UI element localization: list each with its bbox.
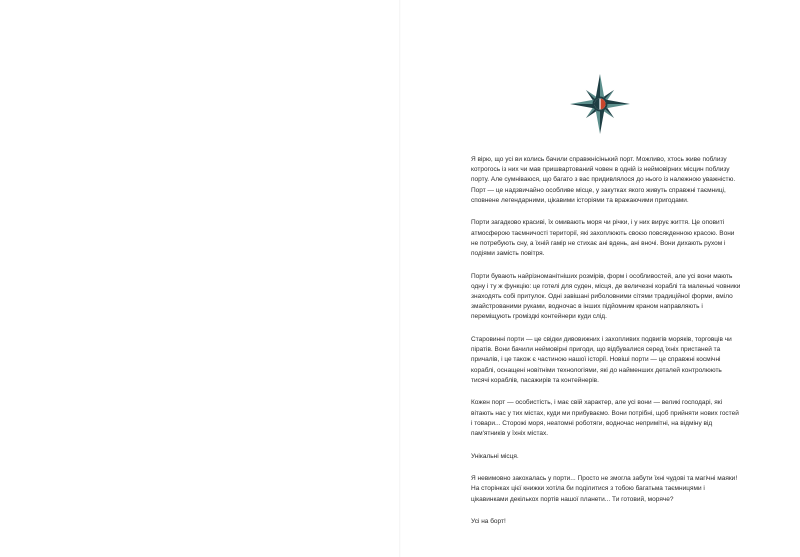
compass-rose-icon [569, 73, 631, 135]
paragraph: Кожен порт — особистість, і має свій характер, але усі вони — великі господарі, які вітають нас у тих містах, куди ми прибуваємо. Вони потрібні, щоб прийняти нових гостей і товари... Сторожі моря, неатомні роботяги, водночас непримітні, на відміну від пам'ятників у їхніх містах. [471, 399, 739, 438]
paragraph: Усі на борт! [471, 518, 506, 526]
paragraph: Старовинні порти — це свідки дивовижних і захопливих подвигів моряків, торговців чи піратів. Вони бачили неймовірні пригоди, що відбувалися серед їхніх пристаней та причалів, і це також є частиною нашої історії. Новіші порти — це справжні космічні кораблі, оснащені новітніми технологіями, які до найменших деталей контролюють тисячі кораблів, пасажирів та контейнерів. [471, 336, 732, 384]
paragraph: Порти бувають найрізноманітніших розмірів, форм і особливостей, але усі вони мають одну і ту ж функцію: це готелі для суден, місця, де величезні кораблі та маленькі човники знаходять собі притулок. Одні завішані риболовними сітями традиційної форми, вміло змайстрованими руками, водночас в інших підйомним краном направляють і переміщують громіздкі контейнери куди слід. [471, 272, 741, 321]
paragraph: Я вірю, що усі ви колись бачили справжнісінький порт. Можливо, хтось живе поблизу котрогось із них чи мав пришвартований човен в одній із неймовірних місцин поблизу порту. Але сумніваюся, що багато з вас придивлялося до нього із належною уважністю. Порт — це надзвичайно особливе місце, у закутках якого живуть справжні таємниці, сповнене легендарними, цікавими історіями та вражаючими пригодами. [471, 156, 736, 204]
intro-text [471, 155, 741, 540]
paragraph: Я невимовно закохалась у порти... Просто не змогла забути їхні чудові та магічні маяки! На сторінках цієї книжки хотіла би поділитися з тобою багатьма таємницями і цікавинками декількох портів нашої планети... Ти готовий, моряче? [471, 475, 738, 503]
page-gutter [399, 0, 401, 557]
paragraph: Порти загадково красиві, їх омивають моря чи річки, і у них вирує життя. Це оповиті атмосферою таємничості території, які захоплюють своєю повсякденною красою. Вони не потребують сну, а їхній гамір не стихає ані вдень, ані вночі. Вони дихають рухом і подіями замість повітря. [471, 219, 735, 258]
paragraph: Унікальні місця. [471, 452, 519, 460]
